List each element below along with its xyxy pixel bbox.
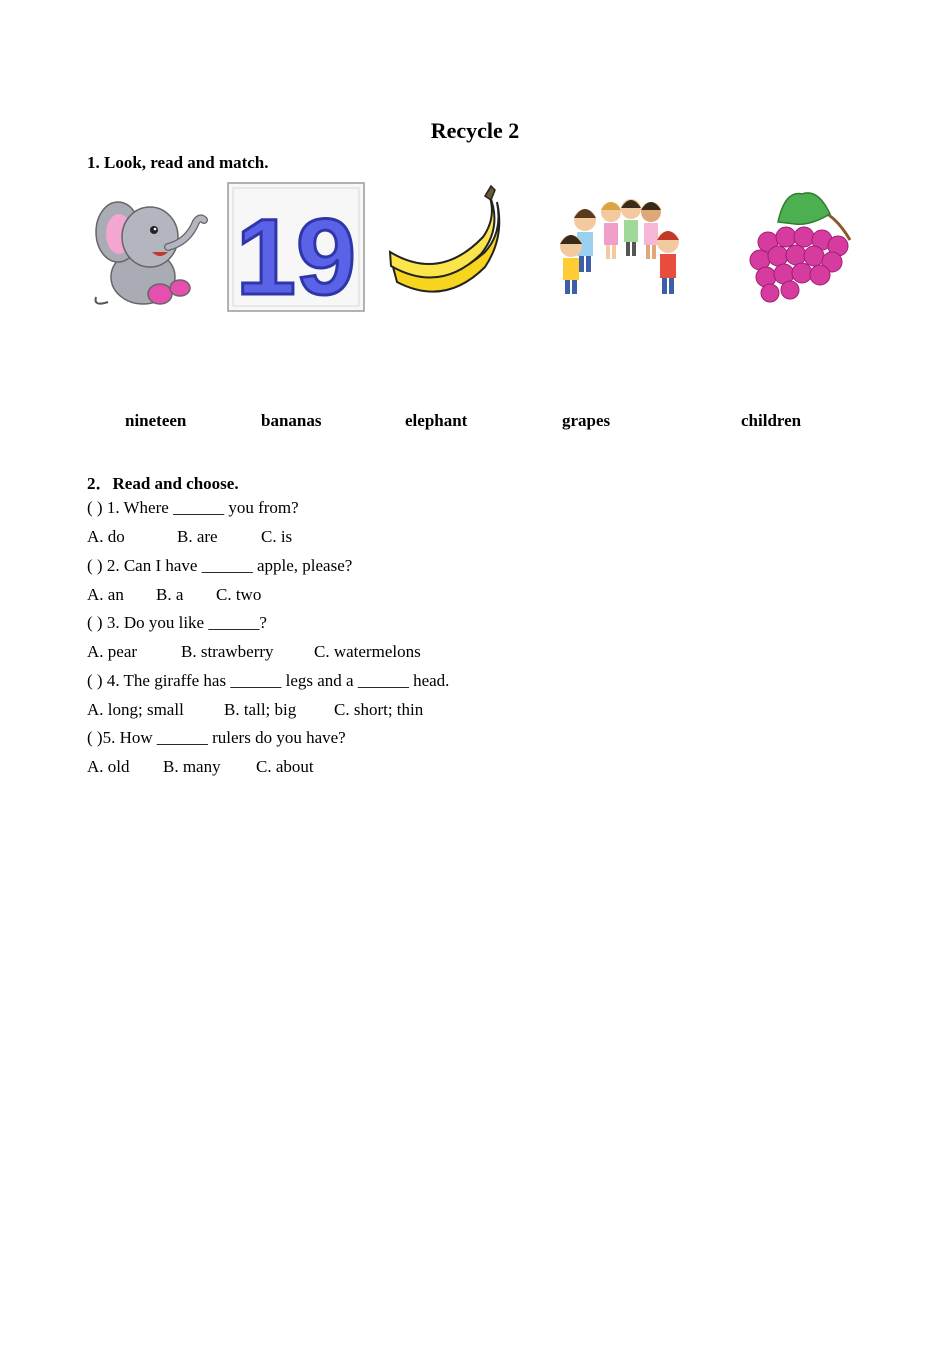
question-5-options [87, 757, 314, 777]
option-a: A. old [87, 757, 130, 776]
match-word-children: children [741, 411, 802, 430]
match-word-bananas: bananas [261, 411, 322, 430]
option-c: C. short; thin [334, 700, 424, 719]
option-c: C. about [256, 757, 314, 776]
option-b: B. strawberry [181, 642, 274, 661]
children-picture [553, 182, 693, 307]
page-title: Recycle 2 [430, 118, 520, 143]
option-c: C. watermelons [314, 642, 421, 661]
question-1-options [87, 527, 292, 547]
elephant-picture [88, 182, 213, 312]
question-5: ( )5. How ______ rulers do you have? [87, 728, 346, 747]
question-3-options [87, 642, 421, 662]
number-19-text: 19 [235, 196, 357, 312]
grapes-picture [740, 182, 860, 307]
question-3: ( ) 3. Do you like ______? [87, 613, 267, 632]
option-c: C. is [261, 527, 293, 546]
section-2-heading: 2．Read and choose. [87, 474, 239, 493]
match-word-nineteen: nineteen [125, 411, 187, 430]
option-a: A. do [87, 527, 125, 546]
option-b: B. tall; big [224, 700, 297, 719]
question-4: ( ) 4. The giraffe has ______ legs and a ______ head. [87, 671, 450, 690]
option-c: C. two [216, 585, 262, 604]
question-2: ( ) 2. Can I have ______ apple, please? [87, 556, 353, 575]
option-a: A. pear [87, 642, 138, 661]
option-a: A. long; small [87, 700, 184, 719]
match-word-elephant: elephant [405, 411, 468, 430]
option-b: B. are [177, 527, 218, 546]
number-19-picture [227, 182, 365, 312]
section-1-heading: 1. Look, read and match. [87, 153, 269, 172]
option-a: A. an [87, 585, 124, 604]
banana-picture [385, 182, 510, 307]
question-1: ( ) 1. Where ______ you from? [87, 498, 299, 517]
match-word-grapes: grapes [562, 411, 611, 430]
question-2-options [87, 585, 261, 605]
option-b: B. many [163, 757, 221, 776]
option-b: B. a [156, 585, 184, 604]
question-4-options [87, 700, 423, 720]
